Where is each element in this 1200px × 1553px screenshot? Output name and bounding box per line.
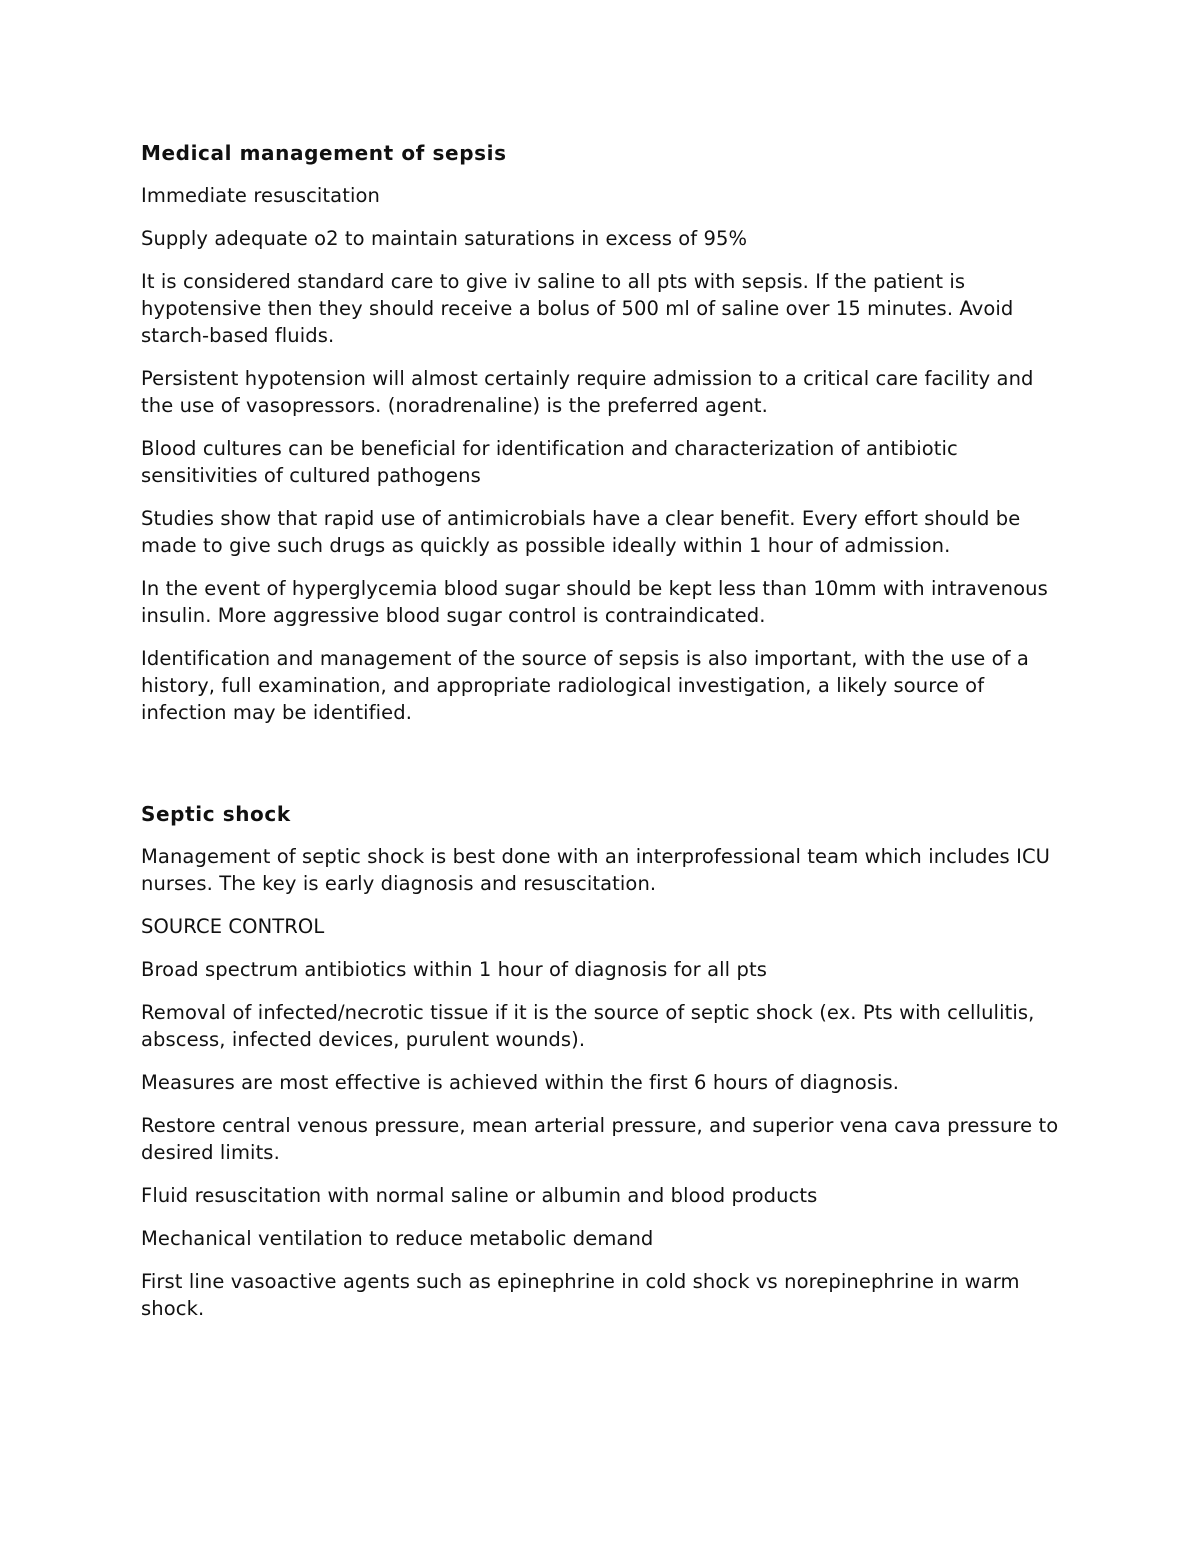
paragraph: Identification and management of the source of sepsis is also important, with the use of a history, full examination, and appropriate radiological investigation, a likely source of infection may be identified. xyxy=(141,647,1029,724)
paragraph: Supply adequate o2 to maintain saturations in excess of 95% xyxy=(141,227,748,250)
paragraph: Measures are most effective is achieved within the first 6 hours of diagnosis. xyxy=(141,1071,900,1094)
paragraph: Removal of infected/necrotic tissue if it is the source of septic shock (ex. Pts with cellulitis, abscess, infected devices, purulent wounds). xyxy=(141,1001,1035,1051)
paragraph: Studies show that rapid use of antimicrobials have a clear benefit. Every effort should be made to give such drugs as quickly as possible ideally within 1 hour of admission. xyxy=(141,507,1021,557)
section-title-septic-shock: Septic shock xyxy=(141,802,291,826)
paragraph: It is considered standard care to give iv saline to all pts with sepsis. If the patient is hypotensive then they should receive a bolus of 500 ml of saline over 15 minutes. Avoid starch-based fluids. xyxy=(141,270,1014,347)
paragraph: First line vasoactive agents such as epinephrine in cold shock vs norepinephrine in warm shock. xyxy=(141,1270,1020,1320)
paragraph: Broad spectrum antibiotics within 1 hour of diagnosis for all pts xyxy=(141,958,767,981)
section-title-medical-management: Medical management of sepsis xyxy=(141,141,507,165)
paragraph: Restore central venous pressure, mean arterial pressure, and superior vena cava pressure to desired limits. xyxy=(141,1114,1059,1164)
paragraph: Management of septic shock is best done with an interprofessional team which includes ICU nurses. The key is early diagnosis and resuscitation. xyxy=(141,845,1051,895)
paragraph: Blood cultures can be beneficial for identification and characterization of antibiotic sensitivities of cultured pathogens xyxy=(141,437,958,487)
paragraph: SOURCE CONTROL xyxy=(141,915,325,938)
paragraph: Persistent hypotension will almost certainly require admission to a critical care facility and the use of vasopressors. (noradrenaline) is the preferred agent. xyxy=(141,367,1034,417)
section-spacer xyxy=(141,742,1061,798)
paragraph: Immediate resuscitation xyxy=(141,184,380,207)
paragraph: Mechanical ventilation to reduce metabolic demand xyxy=(141,1227,654,1250)
document-page xyxy=(141,137,1061,1338)
paragraph: Fluid resuscitation with normal saline or albumin and blood products xyxy=(141,1184,818,1207)
paragraph: In the event of hyperglycemia blood sugar should be kept less than 10mm with intravenous insulin. More aggressive blood sugar control is contraindicated. xyxy=(141,577,1048,627)
